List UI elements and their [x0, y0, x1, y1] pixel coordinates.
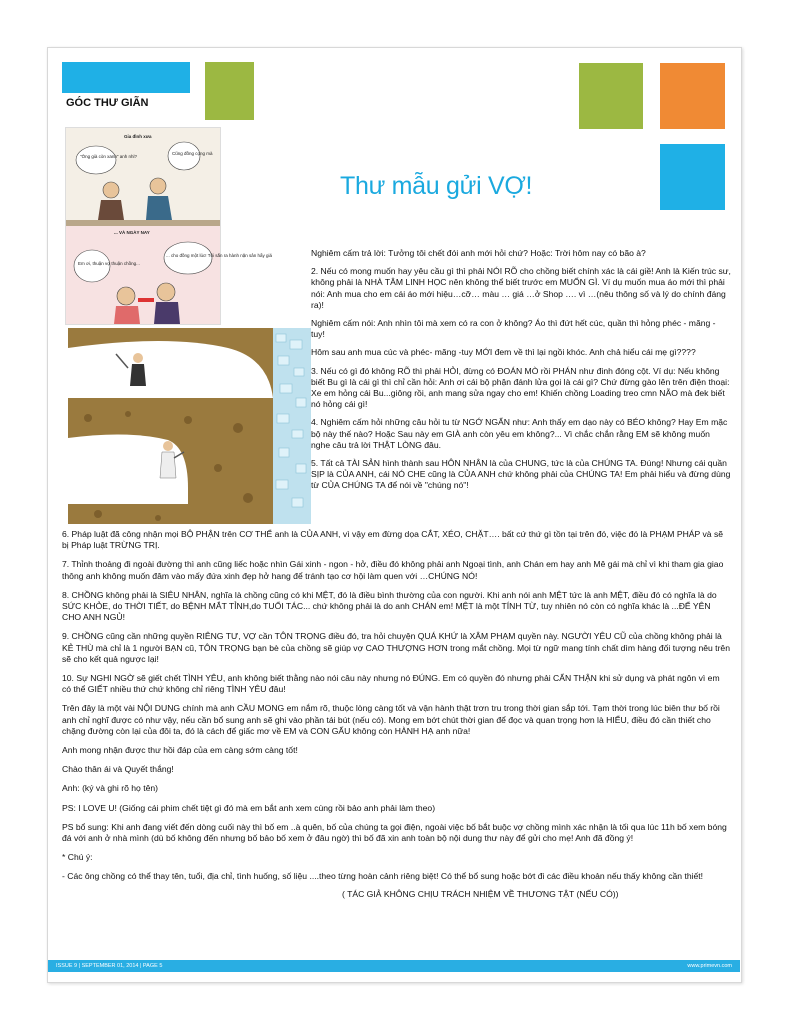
- paragraph: Hôm sau anh mua cúc và phéc- măng -tuy MỚI đem về thì lại ngồi khóc. Anh chả hiểu cái mẹ gì????: [311, 347, 696, 358]
- paragraph: Trên đây là một vài NỘI DUNG chính mà anh CẦU MONG em nắm rõ, thuộc lòng càng tốt và vận hành thật trơn tru trong thời gian sắp tới. Tạm thời trong lúc biên thư bố rồi anh chỉ nghĩ được có như vậy, nếu cần bổ sung anh sẽ ghi vào phần tái bút (nếu có). Mong em bớt chút thời gian để đọc và quan trọng hơn là HIỂU, điều đó cần thiết cho chặng đường còn lại của đôi ta, đó là cách để giấc mơ về EM và CON GẤU không còn HÀNH HẠ anh nữa!: [62, 703, 720, 736]
- paragraph: PS bổ sung: Khi anh đang viết đến dòng cuối này thì bố em ..à quên, bố của chúng ta gọi điện, ngoài việc bố bắt buộc vợ chồng mình xác nhận là tối qua lúc 11h bố xem bóng đá với anh ở nhà mình (dù bố không đến nhưng bố bảo bố xem ở đâu ngờ) thì bố đã xin anh toàn bộ nội dung thư này để gửi cho mẹ! Anh đã đồng ý!: [62, 821, 727, 844]
- paragraph: * Chú ý:: [62, 852, 93, 863]
- paragraph: 2. Nếu có mong muốn hay yêu cầu gì thì phải NÓI RÕ cho chồng biết chính xác là cái giề! Anh là Kiến trúc sư, không phải là NHÀ TÂM LINH HỌC nên không thể biết trước em MUỐN GÌ. Ví dụ muốn mua áo mới thì phải nói: Anh mua cho em cái áo mới hiệu…cỡ… màu … giá …ở Shop …. vì …(nêu thông số và lý do chính đáng ra)!: [311, 266, 731, 310]
- orange-square: [660, 63, 725, 129]
- paragraph: 8. CHỒNG không phải là SIÊU NHÂN, nghĩa là chồng cũng có khi MỆT, đó là điều bình thường của con người. Khi anh nói anh MỆT tức là anh MỆT, điều đó có nghĩa là do SỨC KHỎE, do THỜI TIẾT, do BỆNH MẮT TỈNH,do TUỔI TÁC... chứ không phải là do anh CHÁN em! MỆT là một TÍNH TỪ, tuy nhiên nó còn có nghĩa khác là ...ĐỂ YÊN CHO ANH NGỦ!: [62, 589, 717, 623]
- footer-website: www.primevn.com: [687, 963, 732, 969]
- paragraph: Anh mong nhận được thư hồi đáp của em càng sớm càng tốt!: [62, 745, 298, 756]
- paragraph: 6. Pháp luật đã công nhận mọi BỘ PHẬN trên CƠ THỂ anh là CỦA ANH, vì vậy em đừng dọa CẮT, XÉO, CHẶT…. bất cứ thứ gì tồn tại trên đó, việc đó là PHẠM PHÁP và sẽ bị Pháp luật TRỪNG TRỊ.: [62, 529, 724, 551]
- footer-bar: [48, 960, 740, 972]
- comic-bubble-2: Cũng đồng cọng mà: [172, 151, 213, 156]
- tunnel-illustration: [68, 328, 311, 524]
- paragraph: 7. Thỉnh thoảng đi ngoài đường thì anh cũng liếc hoặc nhìn Gái xinh - ngon - hở, điều đó không phải anh Ngoại tình, anh Chán em hay anh Mê gái mà chỉ vì khi tham gia giao thông anh không muốn đâm vào mấy đứa xinh đẹp hở hang để tránh tạo cơ hội làm quen với …CHÚNG NÓ!: [62, 559, 724, 581]
- disclaimer: ( TÁC GIẢ KHÔNG CHỊU TRÁCH NHIỆM VỀ THƯƠNG TẬT (NẾU CÓ)): [342, 888, 619, 899]
- paragraph: PS: I LOVE U! (Giống cái phim chết tiệt gì đó mà em bắt anh xem cùng rồi bảo anh phải làm theo): [62, 802, 436, 813]
- paragraph: Nghiêm cấm nói: Anh nhìn tôi mà xem có ra con ở không? Áo thì đứt hết cúc, quần thì hỏng phéc - măng - tuy!: [311, 318, 716, 340]
- paragraph: 9. CHỒNG cũng cần những quyền RIÊNG TƯ, VỢ cần TÔN TRỌNG điều đó, tra hỏi chuyện QUÁ KHỨ là XÂM PHẠM quyền này. NGƯỜI YÊU CŨ của chồng không phải là KẺ THÙ mà chỉ là 1 người BẠN cũ, TÔN TRỌNG bạn bè của chồng sẽ giúp vợ CAO THƯỢNG HƠN trong mắt chồng. Mọi từ ngữ mang tính chất dìm hàng đối tượng nêu trên sẽ cho kết quả ngược lại!: [62, 631, 730, 664]
- paragraph: 5. Tất cả TÀI SẢN hình thành sau HÔN NHÂN là của CHUNG, tức là của CHÚNG TA. Đúng! Nhưng cái quần SỊP là CỦA ANH, cái NÓ CHE cũng là CỦA ANH chứ không phải của CHÚNG TA! Em phải hiểu và đừng dùng từ CỦA CHÚNG TA để nói về "chúng nó"!: [311, 458, 731, 491]
- paragraph: 3. Nếu có gì đó không RÕ thì phải HỎI, đừng có ĐOÁN MÒ rồi PHÁN như đinh đóng cột. Ví dụ: Nếu không biết Bu gì là cái gì thì chỉ cần hỏi: Anh ơi cái bộ phận đánh lửa gọi là cái gì? Chứ đừng gào lên trên điện thoại: Xe em hỏng cái Bu...giông rồi, anh mang sửa ngay cho em! Khiến chồng Loading treo cmn NÃO mà đek biết nó hỏng cái gì!: [311, 365, 730, 410]
- paragraph: Chào thân ái và Quyết thắng!: [62, 764, 174, 775]
- comic-illustration: [65, 127, 272, 325]
- comic-bubble-4: ... cho đồng một lúc! Tôi sắn ra hành nặn sân hẩy giá: [166, 253, 272, 258]
- tunnel-drawing: [68, 328, 311, 524]
- comic-bubble-3: Em ơi, thuận vợ thuận chồng...: [78, 261, 140, 266]
- comic-drawing: [66, 128, 272, 324]
- comic-bubble-1: "Ông già còn xanh" anh nhỉ?: [80, 154, 137, 159]
- section-label: GÓC THƯ GIÃN: [66, 97, 149, 109]
- paragraph: Nghiêm cấm trả lời: Tưởng tôi chết đói anh mới hỏi chứ? Hoặc: Trời hôm nay có bão à?: [311, 248, 646, 258]
- body-top: [311, 248, 731, 492]
- paragraph: - Các ông chồng có thể thay tên, tuổi, địa chỉ, tình huống, số liệu ....theo từng hoàn cảnh riêng biệt! Có thể bổ sung hoặc bớt đi các điều khoản nếu thấy không cần thiết!: [62, 871, 704, 882]
- comic-top-caption: Gia đình xưa: [124, 134, 152, 139]
- paragraph: 10. Sự NGHI NGỜ sẽ giết chết TÌNH YÊU, anh không biết thằng nào nói câu này nhưng nó ĐÚNG. Em có quyền đó nhưng phải CẨN THẬN khi sử dụng và phát ngôn vì em có thể GIẾT nhiều thứ chứ không chỉ riêng TÌNH YÊU đâu!: [62, 673, 720, 695]
- paragraph: Anh: (ký và ghi rõ họ tên): [62, 783, 159, 794]
- green-square-left: [205, 62, 254, 120]
- paragraph: 4. Nghiêm cấm hỏi những câu hỏi tu từ NGỚ NGẨN như: Anh thấy em dạo này có BÉO không? Hay Em mặc bộ này thế nào? Hoặc Sau này em GIÀ anh còn yêu em không?... Vì chắc chắn rằng EM sẽ không muốn nghe câu trả lời THẬT LÒNG đâu.: [311, 417, 728, 450]
- blue-square: [660, 144, 725, 210]
- footer-issue-info: ISSUE 9 | SEPTEMBER 01, 2014 | PAGE 5: [56, 963, 163, 969]
- green-square-right: [579, 63, 643, 129]
- comic-mid-caption: ... VÀ NGÀY NAY: [114, 230, 150, 235]
- section-header: [62, 62, 190, 120]
- page-title: Thư mẫu gửi VỢ!: [340, 172, 533, 200]
- body-bottom: [62, 529, 730, 900]
